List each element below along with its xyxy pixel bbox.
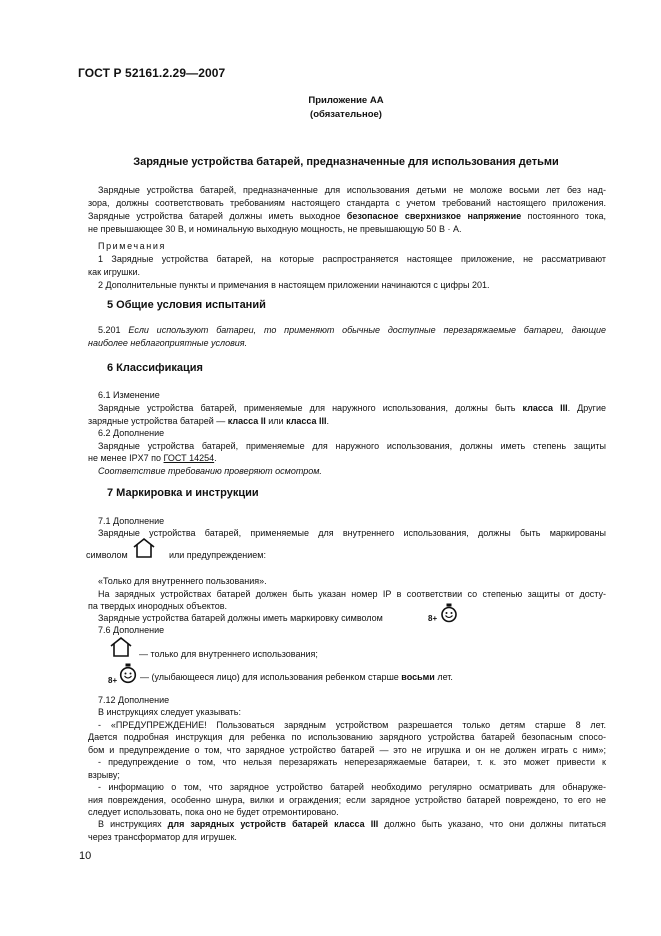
clause-6-1-line-2: зарядные устройства батарей — класса II или класса III.	[88, 416, 330, 426]
house-icon	[108, 636, 134, 658]
standard-code-header: ГОСТ Р 52161.2.29—2007	[78, 66, 226, 80]
page-number: 10	[79, 850, 92, 862]
section-7-title: 7 Маркировка и инструкции	[107, 487, 259, 499]
warning-1-line-1: - «ПРЕДУПРЕЖДЕНИЕ! Пользоваться зарядным устройством разрешается только детям старше 8 лет.	[98, 720, 606, 730]
ip-line-2: па твердых инородных объектов.	[88, 601, 228, 611]
clause-6-2-head: 6.2 Дополнение	[98, 428, 165, 438]
section-5-title: 5 Общие условия испытаний	[107, 299, 266, 311]
house-icon	[131, 537, 157, 559]
age-label: 8+	[428, 614, 438, 623]
marking-line: Зарядные устройства батарей должны иметь маркировку символом	[98, 613, 383, 623]
clause-6-2-check: Соответствие требованию проверяют осмотром.	[98, 466, 322, 476]
clause-7-6-head: 7.6 Дополнение	[98, 625, 165, 635]
smiley-face-icon	[119, 663, 137, 684]
note-2: 2 Дополнительные пункты и примечания в настоящем приложении начинаются с цифры 201.	[98, 280, 490, 290]
warning-3-line-1: - информацию о том, что зарядное устройство батарей необходимо регулярно осматривать для обнаруже-	[98, 782, 606, 792]
appendix-status: (обязательное)	[310, 109, 382, 120]
clause-5-201-line-1: 5.201 Если используют батареи, то применяют обычные доступные перезаряжаемые батареи, дающие	[98, 325, 606, 335]
symbol-suffix: или предупреждением:	[169, 550, 266, 560]
instruction-line-1: В инструкциях для зарядных устройств батарей класса III должно быть указано, что они должны питаться	[98, 819, 606, 829]
warning-3-line-3: следует использовать, пока оно не будет отремонтировано.	[88, 807, 339, 817]
instruction-line-2: через трансформатор для игрушек.	[88, 832, 237, 842]
clause-6-2-line-2: не менее IPX7 по ГОСТ 14254.	[88, 453, 217, 463]
warning-1-line-2: Дается подробная инструкция для ребенка по использованию зарядного устройства батарей безопасным спосо-	[88, 732, 606, 742]
section-6-title: 6 Классификация	[107, 362, 203, 374]
smiley-face-icon	[440, 603, 458, 623]
clause-7-1-head: 7.1 Дополнение	[98, 516, 165, 526]
clause-5-201-line-2: наиболее неблагоприятные условия.	[88, 338, 248, 348]
clause-7-1-line-1: Зарядные устройства батарей, применяемые для внутреннего использования, должны быть маркированы	[98, 528, 606, 538]
gost-14254-link[interactable]: ГОСТ 14254	[163, 453, 215, 463]
clause-6-2-line-1: Зарядные устройства батарей, применяемые для наружного использования, должны иметь степень защиты	[98, 441, 606, 451]
house-meaning: — только для внутреннего использования;	[139, 649, 318, 659]
ip-line-1: На зарядных устройствах батарей должен быть указан номер IP в соответствии со степенью защиты от досту-	[98, 589, 606, 599]
clause-7-12-head: 7.12 Дополнение	[98, 695, 170, 705]
symbol-prefix: символом	[86, 550, 128, 560]
note-1-line-1: 1 Зарядные устройства батарей, на которые распространяется настоящее приложение, не рассматривают	[98, 254, 606, 264]
indoor-quote: «Только для внутреннего пользования».	[98, 576, 267, 586]
appendix-title: Приложение АА	[308, 95, 384, 106]
intro-line-3: Зарядные устройства батарей должны иметь выходное безопасное сверхнизкое напряжение постоянного тока,	[88, 211, 607, 221]
warning-2-line-2: взрыву;	[88, 770, 120, 780]
clause-7-12-intro: В инструкциях следует указывать:	[98, 707, 241, 717]
intro-line-1: Зарядные устройства батарей, предназначенные для использования детьми не моложе восьми лет без над-	[98, 185, 606, 195]
intro-line-2: зора, должны соответствовать требованиям настоящего стандарта с учетом требований настоящего приложения.	[88, 198, 606, 208]
notes-title: Примечания	[98, 241, 166, 251]
clause-6-1-head: 6.1 Изменение	[98, 390, 160, 400]
clause-6-1-line-1: Зарядные устройства батарей, применяемые для наружного использования, должны быть класса III. Другие	[98, 403, 606, 413]
smiley-meaning: — (улыбающееся лицо) для использования ребенком старше восьми лет.	[140, 672, 453, 682]
intro-line-4: не превышающее 30 В, и номинальную выходную мощность, не превышающую 50 В · А.	[88, 224, 462, 234]
main-title: Зарядные устройства батарей, предназначенные для использования детьми	[133, 156, 559, 168]
warning-2-line-1: - предупреждение о том, что нельзя перезаряжать неперезаряжаемые батареи, т. к. это может привести к	[98, 757, 606, 767]
note-1-line-2: как игрушки.	[88, 267, 140, 277]
warning-1-line-3: бом и предупреждение о том, что зарядное устройство батарей — это не игрушка и он не должен играть с ним»;	[88, 745, 606, 755]
warning-3-line-2: ния повреждения, особенно шнура, вилки и ограждения; если зарядное устройство батарей повреждено, то его не	[88, 795, 606, 805]
age-label: 8+	[108, 676, 118, 685]
